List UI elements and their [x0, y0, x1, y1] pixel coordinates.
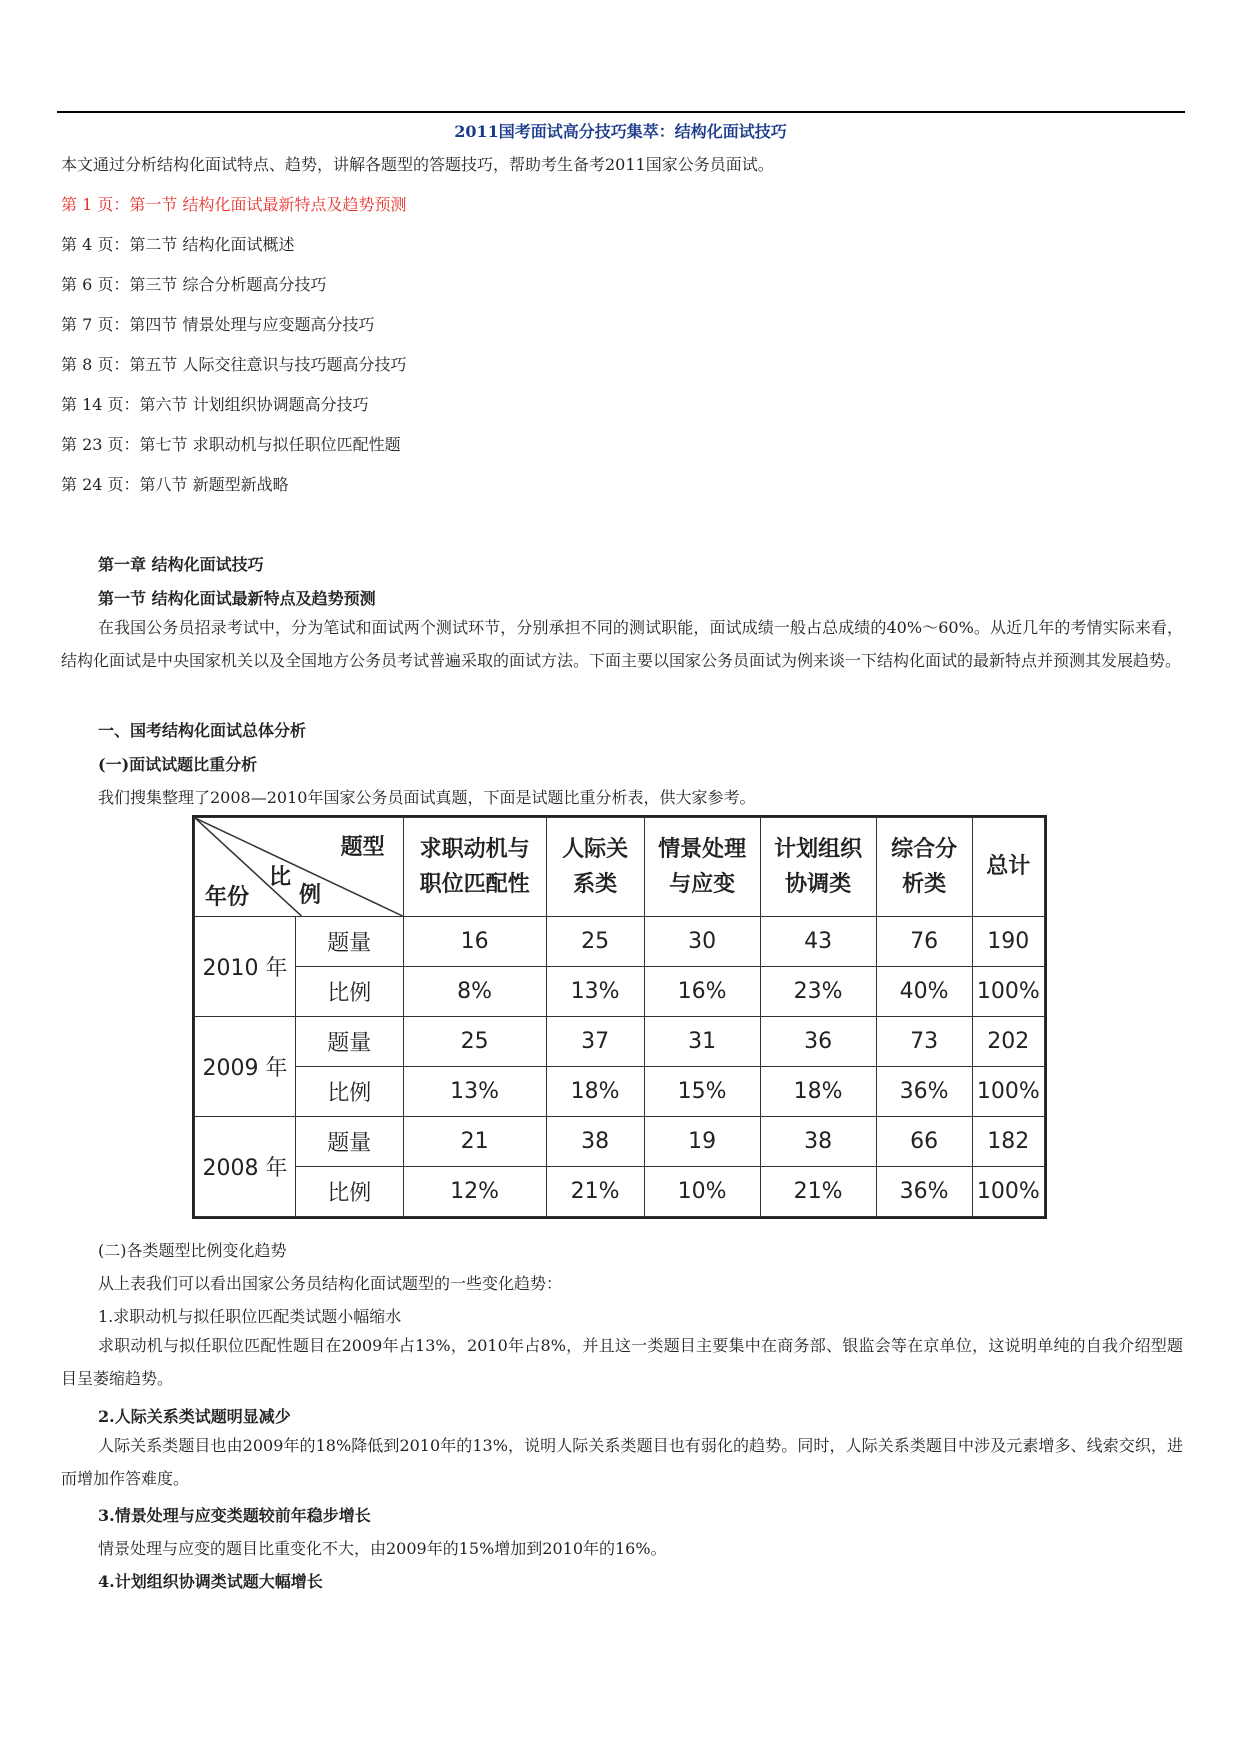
- table-row: [195, 967, 1045, 1017]
- table-cell: 100%: [972, 1067, 1044, 1117]
- item3-text: 情景处理与应变的题目比重变化不大，由2009年的15%增加到2010年的16%。: [98, 1539, 667, 1558]
- header-interpersonal: 人际关 系类: [546, 818, 644, 917]
- item1-title: 1.求职动机与拟任职位匹配类试题小幅缩水: [98, 1307, 402, 1326]
- row-label-count: 题量: [296, 1017, 404, 1067]
- row-label-ratio: 比例: [296, 967, 404, 1017]
- table-cell: 21%: [546, 1167, 644, 1217]
- toc-item-5[interactable]: 第 8 页：第五节 人际交往意识与技巧题高分技巧: [61, 355, 407, 374]
- toc-item-7[interactable]: 第 23 页：第七节 求职动机与拟任职位匹配性题: [61, 435, 401, 454]
- table-cell: 182: [972, 1117, 1044, 1167]
- table-cell: 37: [546, 1017, 644, 1067]
- table-cell: 36: [760, 1017, 876, 1067]
- toc-item-1[interactable]: 第 1 页：第一节 结构化面试最新特点及趋势预测: [61, 195, 407, 214]
- table-cell: 31: [644, 1017, 760, 1067]
- table-cell: 8%: [403, 967, 546, 1017]
- table-cell: 40%: [876, 967, 972, 1017]
- table-cell: 36%: [876, 1167, 972, 1217]
- chapter-heading: 第一章 结构化面试技巧: [98, 555, 264, 574]
- table-cell: 100%: [972, 967, 1044, 1017]
- document-title: 2011国考面试高分技巧集萃：结构化面试技巧: [454, 122, 787, 141]
- table-cell: 36%: [876, 1067, 972, 1117]
- table-cell: 13%: [403, 1067, 546, 1117]
- table-cell: 25: [546, 917, 644, 967]
- corner-label-type: 题型: [340, 835, 385, 860]
- item1-text: 求职动机与拟任职位匹配性题目在2009年占13%，2010年占8%，并且这一类题目主要集中在商务部、银监会等在京单位，这说明单纯的自我介绍型题目呈萎缩趋势。: [61, 1336, 1183, 1388]
- table-cell: 13%: [546, 967, 644, 1017]
- item3-title: 3.情景处理与应变类题较前年稳步增长: [98, 1506, 371, 1525]
- table-cell: 12%: [403, 1167, 546, 1217]
- row-label-count: 题量: [296, 1117, 404, 1167]
- header-total: 总计: [972, 818, 1044, 917]
- table-corner-cell: [195, 818, 404, 917]
- table-cell: 23%: [760, 967, 876, 1017]
- corner-label-ratio-2: 例: [299, 883, 322, 908]
- table-cell: 21: [403, 1117, 546, 1167]
- table-cell: 38: [760, 1117, 876, 1167]
- row-label-count: 题量: [296, 917, 404, 967]
- year-cell: 2008 年: [195, 1117, 296, 1217]
- toc-item-3[interactable]: 第 6 页：第三节 综合分析题高分技巧: [61, 275, 327, 294]
- toc-item-4[interactable]: 第 7 页：第四节 情景处理与应变题高分技巧: [61, 315, 375, 334]
- top-rule: [57, 111, 1185, 113]
- table-cell: 21%: [760, 1167, 876, 1217]
- table-cell: 15%: [644, 1067, 760, 1117]
- item2-text: 人际关系类题目也由2009年的18%降低到2010年的13%，说明人际关系类题目也有弱化的趋势。同时，人际关系类题目中涉及元素增多、线索交织，进而增加作答难度。: [61, 1436, 1183, 1488]
- corner-label-ratio-1: 比: [269, 865, 292, 890]
- table-cell: 38: [546, 1117, 644, 1167]
- table-row: [195, 1167, 1045, 1217]
- table-cell: 76: [876, 917, 972, 967]
- intro-text: 本文通过分析结构化面试特点、趋势，讲解各题型的答题技巧，帮助考生备考2011国家公务员面试。: [61, 155, 774, 174]
- header-planning: 计划组织 协调类: [760, 818, 876, 917]
- table-cell: 66: [876, 1117, 972, 1167]
- header-comprehensive: 综合分 析类: [876, 818, 972, 917]
- table-cell: 30: [644, 917, 760, 967]
- table-cell: 43: [760, 917, 876, 967]
- heading-trend: (二)各类题型比例变化趋势: [98, 1241, 287, 1260]
- table-cell: 190: [972, 917, 1044, 967]
- table-cell: 18%: [546, 1067, 644, 1117]
- heading-overall-analysis: 一、国考结构化面试总体分析: [98, 721, 307, 740]
- toc-item-6[interactable]: 第 14 页：第六节 计划组织协调题高分技巧: [61, 395, 369, 414]
- table-row: [195, 917, 1045, 967]
- item2-title: 2.人际关系类试题明显减少: [98, 1407, 291, 1426]
- header-situational: 情景处理 与应变: [644, 818, 760, 917]
- toc-item-2[interactable]: 第 4 页：第二节 结构化面试概述: [61, 235, 295, 254]
- table-cell: 73: [876, 1017, 972, 1067]
- table-cell: 25: [403, 1017, 546, 1067]
- table-row: [195, 1067, 1045, 1117]
- header-motivation: 求职动机与 职位匹配性: [403, 818, 546, 917]
- corner-label-year: 年份: [205, 885, 250, 910]
- table-row: [195, 1017, 1045, 1067]
- table-cell: 19: [644, 1117, 760, 1167]
- table-row: [195, 1117, 1045, 1167]
- row-label-ratio: 比例: [296, 1067, 404, 1117]
- table-cell: 10%: [644, 1167, 760, 1217]
- year-cell: 2010 年: [195, 917, 296, 1017]
- item4-title: 4.计划组织协调类试题大幅增长: [98, 1572, 323, 1591]
- heading-ratio-analysis: (一)面试试题比重分析: [98, 755, 258, 774]
- ratio-table: [192, 815, 1047, 1219]
- section-heading: 第一节 结构化面试最新特点及趋势预测: [98, 589, 376, 608]
- toc-item-8[interactable]: 第 24 页：第八节 新题型新战略: [61, 475, 289, 494]
- table-cell: 202: [972, 1017, 1044, 1067]
- table-cell: 18%: [760, 1067, 876, 1117]
- table-cell: 16%: [644, 967, 760, 1017]
- paragraph-table-intro: 我们搜集整理了2008—2010年国家公务员面试真题，下面是试题比重分析表，供大家参考。: [98, 788, 756, 807]
- year-cell: 2009 年: [195, 1017, 296, 1117]
- paragraph-trend-intro: 从上表我们可以看出国家公务员结构化面试题型的一些变化趋势：: [98, 1274, 563, 1293]
- table-cell: 100%: [972, 1167, 1044, 1217]
- row-label-ratio: 比例: [296, 1167, 404, 1217]
- paragraph-intro: 在我国公务员招录考试中，分为笔试和面试两个测试环节，分别承担不同的测试职能，面试成绩一般占总成绩的40%～60%。从近几年的考情实际来看，结构化面试是中央国家机关以及全国地方公务员考试普遍采取的面试方法。下面主要以国家公务员面试为例来谈一下结构化面试的最新特点并预测其发展趋势。: [61, 618, 1183, 670]
- table-cell: 16: [403, 917, 546, 967]
